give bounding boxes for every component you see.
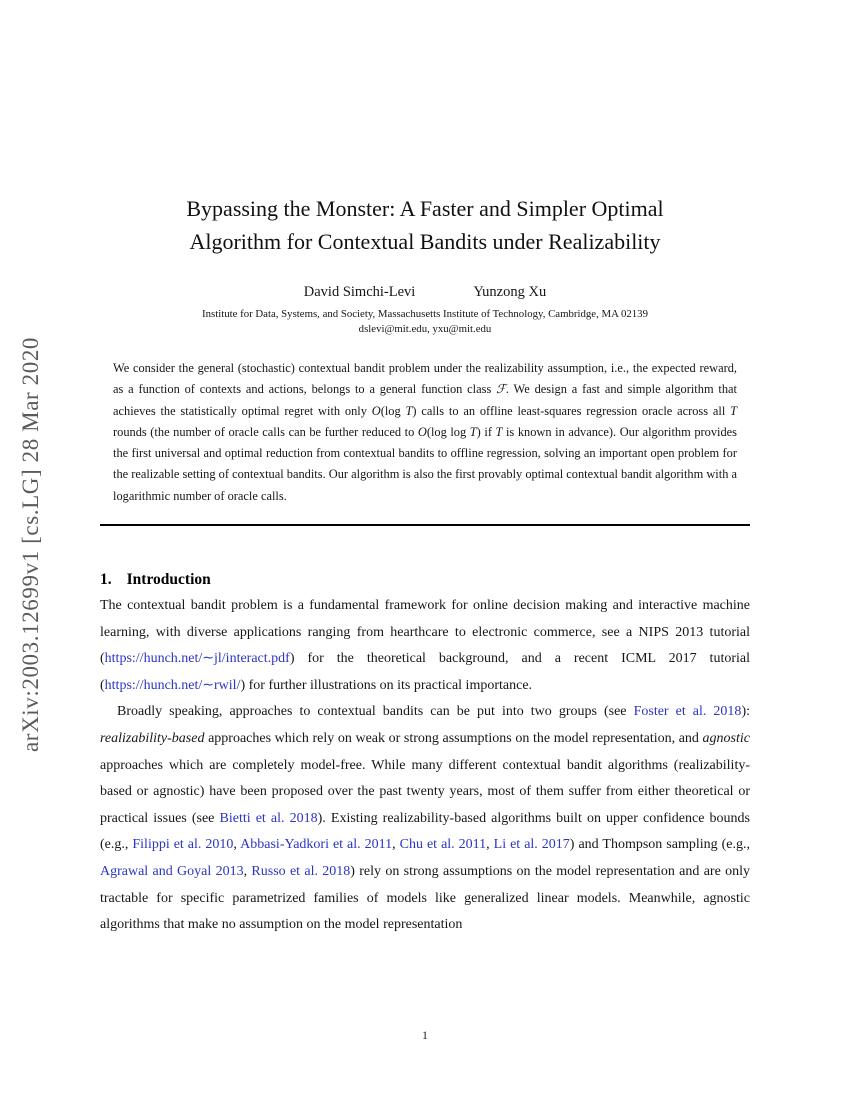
text-segment: ,	[392, 837, 400, 853]
text-segment: . We design a fast and simple algorithm that achieves the statistically optimal regret with only	[113, 382, 737, 418]
text-segment: (log	[380, 403, 406, 418]
authors-line	[100, 284, 750, 301]
text-segment: ) calls to an offline least-squares regression oracle across all	[412, 403, 731, 418]
text-segment: We consider the general (stochastic) contextual bandit problem under the realizability assumption, i.e., the expected reward, as a function of contexts and actions, belongs to a general function class	[113, 361, 737, 397]
text-segment: The contextual bandit problem is a fundamental framework for online decision making and interactive machine learning, with diverse applications ranging from hearthcare to electronic commerce, see a NIPS 2013 tutorial (	[100, 598, 750, 667]
section-heading	[100, 571, 750, 589]
text-segment: ) if	[476, 424, 496, 439]
text-link[interactable]: Agrawal and Goyal 2013	[100, 864, 244, 880]
text-segment: realizability-based	[100, 731, 205, 747]
text-link[interactable]: https://hunch.net/∼rwil/	[104, 677, 241, 693]
text-segment: O	[417, 424, 427, 439]
paper-title-line1: Bypassing the Monster: A Faster and Simpler Optimal	[186, 196, 664, 221]
text-segment: agnostic	[702, 731, 750, 747]
text-segment: T	[730, 403, 737, 418]
page-number: 1	[422, 1028, 428, 1042]
text-segment: ,	[486, 837, 494, 853]
text-segment: ,	[233, 837, 241, 853]
text-segment: ):	[741, 704, 750, 720]
text-link[interactable]: Chu et al. 2011	[399, 837, 487, 853]
text-link[interactable]: Li et al. 2017	[493, 837, 570, 853]
section-title: Introduction	[126, 571, 211, 589]
arxiv-watermark: arXiv:2003.12699v1 [cs.LG] 28 Mar 2020	[18, 336, 43, 752]
section-number: 1.	[100, 571, 112, 589]
intro-paragraph-1	[100, 593, 750, 699]
text-link[interactable]: Foster et al. 2018	[633, 704, 742, 720]
affiliation: Institute for Data, Systems, and Society, Massachusetts Institute of Technology, Cambridge, MA 02139	[202, 308, 648, 320]
text-segment: ) for further illustrations on its practical importance.	[240, 677, 533, 693]
text-segment: T	[495, 424, 503, 439]
text-link[interactable]: Bietti et al. 2018	[219, 810, 318, 826]
text-link[interactable]: Russo et al. 2018	[251, 864, 351, 880]
text-segment: approaches which are completely model-free. While many different contextual bandit algorithms (realizability-based or agnostic) have been proposed over the past twenty years, most of them suffer from either theoretical or practical issues (see	[100, 757, 750, 826]
paper-content	[100, 0, 750, 939]
intro-paragraph-2	[100, 699, 750, 938]
paper-title-line2: Algorithm for Contextual Bandits under Realizability	[189, 229, 661, 254]
text-segment: approaches which rely on weak or strong assumptions on the model representation, and	[204, 731, 703, 747]
text-segment: ) rely on strong assumptions on the model representation and are only tractable for specific parametrized families of models like generalized linear models. Meanwhile, agnostic algorithms that make no assumption on the model representation	[100, 864, 750, 933]
text-segment: ,	[243, 864, 252, 880]
separator-rule	[100, 524, 750, 526]
text-segment: ) and Thompson sampling (e.g.,	[569, 837, 750, 853]
text-segment: (log log	[426, 424, 470, 439]
author-emails: dslevi@mit.edu, yxu@mit.edu	[358, 323, 492, 335]
text-segment: rounds (the number of oracle calls can be further reduced to	[113, 424, 418, 439]
author-name-2: Yunzong Xu	[473, 284, 547, 300]
author-name-1: David Simchi-Levi	[303, 284, 416, 300]
text-segment: ) for the theoretical background, and a recent ICML 2017 tutorial (	[100, 651, 750, 693]
text-segment: ). Existing realizability-based algorithms built on upper confidence bounds (e.g.,	[100, 810, 750, 853]
text-segment: ℱ	[496, 382, 506, 397]
text-segment: T	[405, 403, 413, 418]
text-segment: O	[371, 403, 381, 418]
abstract-text	[113, 358, 737, 507]
text-link[interactable]: Filippi et al. 2010	[132, 837, 234, 853]
text-link[interactable]: https://hunch.net/∼jl/interact.pdf	[104, 651, 290, 667]
text-segment: Broadly speaking, approaches to contextual bandits can be put into two groups (see	[117, 704, 634, 720]
paper-title	[100, 192, 750, 258]
text-segment: is known in advance). Our algorithm provides the first universal and optimal reduction from contextual bandits to offline regression, solving an important open problem for the realizable setting of contextual bandits. Our algorithm is also the first provably optimal contextual bandit algorithm with a logarithmic number of oracle calls.	[113, 424, 737, 503]
text-segment: T	[469, 424, 477, 439]
text-link[interactable]: Abbasi-Yadkori et al. 2011	[240, 837, 393, 853]
